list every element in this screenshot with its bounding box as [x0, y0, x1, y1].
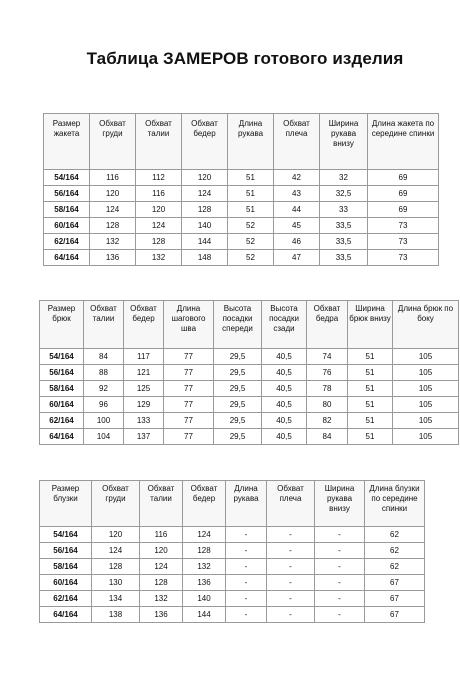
table-header-row — [44, 114, 439, 170]
table-cell: 69 — [368, 202, 439, 218]
table-cell: 62 — [365, 543, 425, 559]
table-cell: - — [315, 543, 365, 559]
table-cell: 51 — [348, 365, 393, 381]
table-cell: 105 — [393, 397, 459, 413]
table-cell: 120 — [182, 170, 228, 186]
table-row — [40, 381, 459, 397]
table-cell: 82 — [307, 413, 348, 429]
table-cell: 33,5 — [320, 234, 368, 250]
table-cell: - — [315, 607, 365, 623]
page-title: Таблица ЗАМЕРОВ готового изделия — [86, 49, 404, 68]
table-cell: 120 — [136, 202, 182, 218]
table-cell: 100 — [84, 413, 124, 429]
table-cell: 136 — [140, 607, 183, 623]
table-cell: 136 — [90, 250, 136, 266]
column-header: Обхват талии — [136, 114, 182, 170]
table-cell: 51 — [228, 170, 274, 186]
table-cell: 124 — [90, 202, 136, 218]
table-cell: 138 — [92, 607, 140, 623]
table-cell: 62 — [365, 559, 425, 575]
table-cell: - — [226, 607, 267, 623]
table-cell: 132 — [136, 250, 182, 266]
table-cell: 128 — [183, 543, 226, 559]
table-row — [44, 250, 439, 266]
table-cell: 52 — [228, 234, 274, 250]
table-cell: 124 — [183, 527, 226, 543]
table-cell: 132 — [90, 234, 136, 250]
table-cell: 32 — [320, 170, 368, 186]
table-cell: - — [267, 543, 315, 559]
table-cell: 120 — [140, 543, 183, 559]
column-header: Обхват груди — [92, 481, 140, 527]
table-row — [40, 543, 425, 559]
size-cell: 58/164 — [44, 202, 90, 218]
column-header: Ширина брюк внизу — [348, 301, 393, 349]
table-cell: 67 — [365, 575, 425, 591]
table-cell: - — [315, 575, 365, 591]
column-header: Размер жакета — [44, 114, 90, 170]
table-cell: 78 — [307, 381, 348, 397]
table-cell: 69 — [368, 186, 439, 202]
column-header: Длина шагового шва — [164, 301, 214, 349]
table-cell: 29,5 — [214, 397, 262, 413]
table-cell: - — [315, 527, 365, 543]
table-cell: 77 — [164, 397, 214, 413]
column-header: Длина рукава — [226, 481, 267, 527]
table-cell: 77 — [164, 365, 214, 381]
table-cell: - — [267, 607, 315, 623]
table-cell: 105 — [393, 349, 459, 365]
trousers-measurements-table — [39, 300, 459, 445]
table-cell: 140 — [182, 218, 228, 234]
table-cell: 76 — [307, 365, 348, 381]
table-cell: 40,5 — [262, 429, 307, 445]
table-cell: 140 — [183, 591, 226, 607]
table-row — [44, 234, 439, 250]
column-header: Обхват талии — [84, 301, 124, 349]
table-cell: 128 — [182, 202, 228, 218]
table-cell: 32,5 — [320, 186, 368, 202]
table-cell: 77 — [164, 429, 214, 445]
size-cell: 64/164 — [40, 607, 92, 623]
table-cell: 46 — [274, 234, 320, 250]
table-cell: 67 — [365, 591, 425, 607]
table-cell: 73 — [368, 218, 439, 234]
size-cell: 64/164 — [44, 250, 90, 266]
table-row — [44, 186, 439, 202]
table-header-row — [40, 301, 459, 349]
table-cell: - — [226, 575, 267, 591]
size-cell: 54/164 — [40, 349, 84, 365]
table-cell: 51 — [348, 349, 393, 365]
table-cell: 121 — [124, 365, 164, 381]
table-row — [40, 607, 425, 623]
column-header: Обхват бедер — [182, 114, 228, 170]
table-row — [40, 591, 425, 607]
table-cell: 104 — [84, 429, 124, 445]
table-cell: 51 — [348, 381, 393, 397]
table-cell: 29,5 — [214, 365, 262, 381]
column-header: Высота посадки сзади — [262, 301, 307, 349]
table-cell: 134 — [92, 591, 140, 607]
table-cell: 69 — [368, 170, 439, 186]
table-cell: 45 — [274, 218, 320, 234]
table-cell: 40,5 — [262, 349, 307, 365]
table-cell: 129 — [124, 397, 164, 413]
table-cell: 40,5 — [262, 413, 307, 429]
column-header: Обхват бедра — [307, 301, 348, 349]
table-cell: 116 — [140, 527, 183, 543]
table-cell: 124 — [136, 218, 182, 234]
table-cell: 77 — [164, 349, 214, 365]
table-cell: 130 — [92, 575, 140, 591]
table-row — [44, 218, 439, 234]
table-cell: 62 — [365, 527, 425, 543]
table-cell: 33 — [320, 202, 368, 218]
table-cell: 40,5 — [262, 397, 307, 413]
table-cell: 116 — [136, 186, 182, 202]
table-cell: 67 — [365, 607, 425, 623]
table-cell: 51 — [228, 186, 274, 202]
table-cell: 105 — [393, 365, 459, 381]
table-row — [44, 202, 439, 218]
table-cell: 73 — [368, 234, 439, 250]
table-cell: - — [267, 591, 315, 607]
size-cell: 62/164 — [44, 234, 90, 250]
table-cell: 84 — [84, 349, 124, 365]
table-cell: - — [315, 559, 365, 575]
table-cell: 29,5 — [214, 413, 262, 429]
table-cell: 40,5 — [262, 381, 307, 397]
table-cell: 51 — [348, 397, 393, 413]
table-cell: 144 — [182, 234, 228, 250]
table-cell: 132 — [140, 591, 183, 607]
table-row — [40, 365, 459, 381]
column-header: Обхват груди — [90, 114, 136, 170]
table-cell: 51 — [228, 202, 274, 218]
table-cell: 92 — [84, 381, 124, 397]
column-header: Ширина рукава внизу — [315, 481, 365, 527]
table-cell: - — [267, 527, 315, 543]
column-header: Длина жакета по середине спинки — [368, 114, 439, 170]
size-cell: 62/164 — [40, 591, 92, 607]
table-cell: 47 — [274, 250, 320, 266]
column-header: Обхват бедер — [124, 301, 164, 349]
table-cell: 112 — [136, 170, 182, 186]
size-cell: 56/164 — [44, 186, 90, 202]
table-cell: 43 — [274, 186, 320, 202]
size-cell: 62/164 — [40, 413, 84, 429]
table-cell: 144 — [183, 607, 226, 623]
column-header: Длина брюк по боку — [393, 301, 459, 349]
size-cell: 54/164 — [40, 527, 92, 543]
table-cell: 128 — [92, 559, 140, 575]
table-cell: 80 — [307, 397, 348, 413]
table-cell: 128 — [136, 234, 182, 250]
table-cell: 124 — [140, 559, 183, 575]
table-cell: 124 — [92, 543, 140, 559]
table-cell: 52 — [228, 250, 274, 266]
column-header: Длина блузки по середине спинки — [365, 481, 425, 527]
table-cell: 124 — [182, 186, 228, 202]
size-cell: 60/164 — [44, 218, 90, 234]
table-cell: - — [226, 543, 267, 559]
column-header: Размер блузки — [40, 481, 92, 527]
column-header: Ширина рукава внизу — [320, 114, 368, 170]
table-cell: 120 — [92, 527, 140, 543]
table-cell: - — [226, 591, 267, 607]
table-cell: - — [226, 559, 267, 575]
size-cell: 60/164 — [40, 575, 92, 591]
table-cell: - — [226, 527, 267, 543]
blouse-measurements-table — [39, 480, 425, 623]
column-header: Обхват плеча — [267, 481, 315, 527]
table-row — [40, 527, 425, 543]
jacket-measurements-table — [43, 113, 439, 266]
table-cell: 42 — [274, 170, 320, 186]
column-header: Обхват бедер — [183, 481, 226, 527]
column-header: Обхват талии — [140, 481, 183, 527]
table-row — [40, 559, 425, 575]
table-cell: 133 — [124, 413, 164, 429]
column-header: Размер брюк — [40, 301, 84, 349]
table-cell: 136 — [183, 575, 226, 591]
size-cell: 58/164 — [40, 559, 92, 575]
table-cell: 88 — [84, 365, 124, 381]
table-cell: 51 — [348, 413, 393, 429]
table-cell: 96 — [84, 397, 124, 413]
table-cell: 51 — [348, 429, 393, 445]
column-header: Длина рукава — [228, 114, 274, 170]
table-cell: 29,5 — [214, 381, 262, 397]
table-cell: 33,5 — [320, 218, 368, 234]
table-cell: 132 — [183, 559, 226, 575]
size-cell: 64/164 — [40, 429, 84, 445]
table-cell: - — [267, 575, 315, 591]
table-cell: 137 — [124, 429, 164, 445]
table-cell: - — [267, 559, 315, 575]
table-cell: 117 — [124, 349, 164, 365]
size-cell: 60/164 — [40, 397, 84, 413]
table-cell: 29,5 — [214, 349, 262, 365]
table-cell: 120 — [90, 186, 136, 202]
table-cell: 33,5 — [320, 250, 368, 266]
table-cell: 73 — [368, 250, 439, 266]
table-cell: 77 — [164, 381, 214, 397]
table-row — [40, 413, 459, 429]
table-cell: 128 — [140, 575, 183, 591]
table-header-row — [40, 481, 425, 527]
column-header: Обхват плеча — [274, 114, 320, 170]
table-cell: 128 — [90, 218, 136, 234]
size-cell: 54/164 — [44, 170, 90, 186]
table-cell: 52 — [228, 218, 274, 234]
size-cell: 56/164 — [40, 365, 84, 381]
table-cell: 148 — [182, 250, 228, 266]
table-row — [44, 170, 439, 186]
table-cell: 105 — [393, 413, 459, 429]
table-cell: 84 — [307, 429, 348, 445]
table-row — [40, 429, 459, 445]
column-header: Высота посадки спереди — [214, 301, 262, 349]
size-cell: 58/164 — [40, 381, 84, 397]
table-cell: 74 — [307, 349, 348, 365]
table-cell: 105 — [393, 429, 459, 445]
table-cell: 29,5 — [214, 429, 262, 445]
table-cell: 44 — [274, 202, 320, 218]
size-cell: 56/164 — [40, 543, 92, 559]
table-cell: - — [315, 591, 365, 607]
table-cell: 105 — [393, 381, 459, 397]
table-row — [40, 397, 459, 413]
table-cell: 125 — [124, 381, 164, 397]
table-cell: 116 — [90, 170, 136, 186]
table-row — [40, 575, 425, 591]
table-cell: 77 — [164, 413, 214, 429]
table-cell: 40,5 — [262, 365, 307, 381]
table-row — [40, 349, 459, 365]
